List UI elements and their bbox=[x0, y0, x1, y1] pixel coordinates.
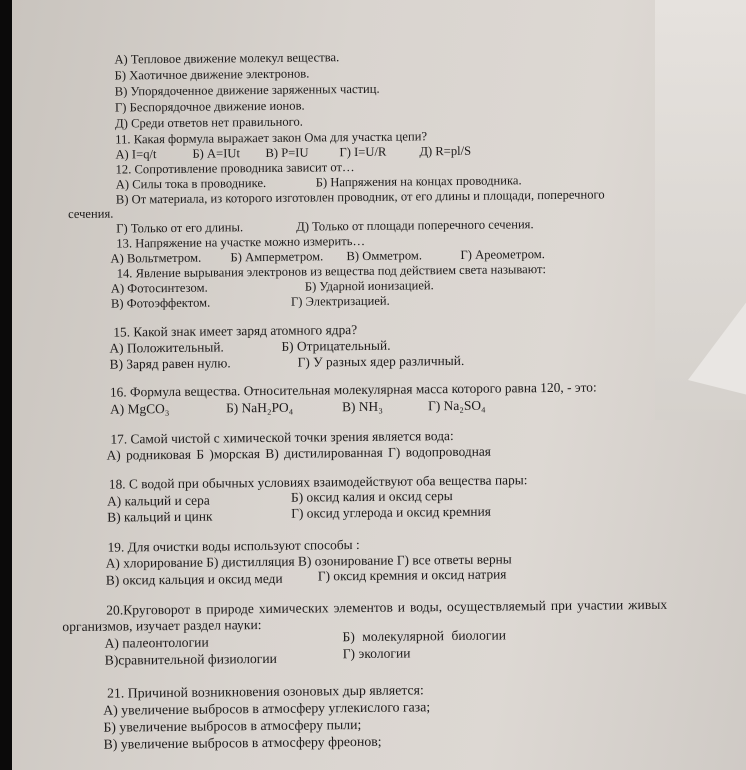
answer-a: А) Положительный. bbox=[109, 339, 224, 356]
answer-g: Г) экологии bbox=[342, 645, 411, 662]
answer-v: В) оксид кальция и оксид меди bbox=[105, 570, 283, 588]
answer-b: Б) NaH₂PO₄ bbox=[225, 399, 294, 416]
answer-g: Г) Ареометром. bbox=[460, 247, 545, 262]
answer-a: А) увеличение выбросов в атмосферу углекислого газа; bbox=[103, 699, 431, 718]
answer-b: Б) Напряжения на концах проводника. bbox=[315, 173, 522, 190]
answer-a: А) Фотосинтезом. bbox=[110, 280, 208, 296]
question-17: 17. Самой чистой с химической точки зрения является вода: bbox=[110, 428, 454, 447]
answer-a: А) палеонтологии bbox=[104, 634, 209, 651]
answer-b: Б) молекулярной биологии bbox=[342, 627, 507, 645]
answers-17: А) родниковая Б )морская В) дистилированная Г) водопроводная bbox=[106, 443, 491, 463]
question-11: 11. Какая формула выражает закон Ома для участка цепи? bbox=[115, 129, 428, 147]
answer-a: А) I=q/t bbox=[115, 147, 157, 162]
question-18: 18. С водой при обычных условиях взаимодействуют оба вещества пары: bbox=[108, 472, 528, 492]
answer-v: В) P=IU bbox=[265, 145, 309, 160]
answer-b: Б) Амперметром. bbox=[230, 249, 324, 265]
answer-v: В) увеличение выбросов в атмосферу фреонов; bbox=[103, 733, 382, 752]
question-19: 19. Для очистки воды используют способы : bbox=[107, 537, 360, 555]
answer-v: В) Фотоэффектом. bbox=[110, 295, 211, 311]
answer-v: В) NH₃ bbox=[341, 398, 383, 415]
answer-a: А) Силы тока в проводнике. bbox=[115, 175, 267, 192]
answer-b: Б) оксид калия и оксид серы bbox=[290, 488, 453, 505]
answer-v-cont: сечения. bbox=[67, 206, 114, 222]
answer-g: Г) Электризацией. bbox=[290, 293, 390, 309]
question-20: 20.Круговорот в природе химических элементов и воды, осуществляемый при участии живых bbox=[106, 596, 668, 618]
answer-d: Д) Только от площади поперечного сечения. bbox=[296, 217, 534, 234]
answer-v: В) Заряд равен нулю. bbox=[109, 355, 231, 372]
answer-v: В) кальций и цинк bbox=[107, 508, 213, 525]
answer-a: А) кальций и сера bbox=[106, 492, 210, 509]
answer-a: А) MgCO₃ bbox=[110, 400, 170, 417]
answer-v: В)сравнительной физиологии bbox=[104, 650, 277, 668]
question-21: 21. Причиной возникновения озоновых дыр является: bbox=[106, 682, 424, 701]
text-line: Д) Среди ответов нет правильного. bbox=[115, 114, 303, 131]
question-16: 16. Формула вещества. Относительная молекулярная масса которого равна 120, - это: bbox=[109, 379, 597, 400]
question-13: 13. Напряжение на участке можно измерить… bbox=[116, 233, 366, 251]
text-line: Б) Хаотичное движение электронов. bbox=[114, 66, 310, 83]
answer-v: В) От материала, из которого изготовлен проводник, от его длины и площади, поперечного bbox=[115, 187, 605, 207]
answer-g: Г) оксид кремния и оксид натрия bbox=[317, 566, 507, 584]
answer-g: Г) оксид углерода и оксид кремния bbox=[291, 503, 491, 521]
text-line: А) Тепловое движение молекул вещества. bbox=[114, 50, 340, 67]
answer-b: Б) увеличение выбросов в атмосферу пыли; bbox=[103, 717, 362, 735]
text-line: Г) Беспорядочное движение ионов. bbox=[114, 98, 305, 115]
text-line: В) Упорядоченное движение заряженных частиц. bbox=[114, 81, 380, 99]
answer-v: В) Омметром. bbox=[346, 248, 423, 264]
answer-g: Г) I=U/R bbox=[339, 144, 387, 160]
answer-a: А) Вольтметром. bbox=[110, 250, 202, 266]
answer-b: Б) A=IUt bbox=[192, 146, 241, 161]
answer-g: Г) Только от его длины. bbox=[116, 220, 244, 236]
answer-b: Б) Ударной ионизацией. bbox=[304, 278, 434, 294]
answer-b: Б) Отрицательный. bbox=[281, 337, 391, 354]
question-12: 12. Сопротивление проводника зависит от… bbox=[115, 160, 355, 177]
question-15: 15. Какой знак имеет заряд атомного ядра? bbox=[113, 322, 358, 340]
answers-19: А) хлорирование Б) дистилляция В) озонирование Г) все ответы верны bbox=[105, 551, 512, 571]
answer-g: Г) Na₂SO₄ bbox=[427, 397, 486, 414]
question-14: 14. Явление вырывания электронов из вещества под действием света называют: bbox=[116, 262, 547, 281]
answer-g: Г) У разных ядер различный. bbox=[297, 352, 465, 370]
question-20-cont: организмов, изучает раздел науки: bbox=[62, 617, 262, 635]
answer-d: Д) R=pl/S bbox=[419, 143, 472, 159]
